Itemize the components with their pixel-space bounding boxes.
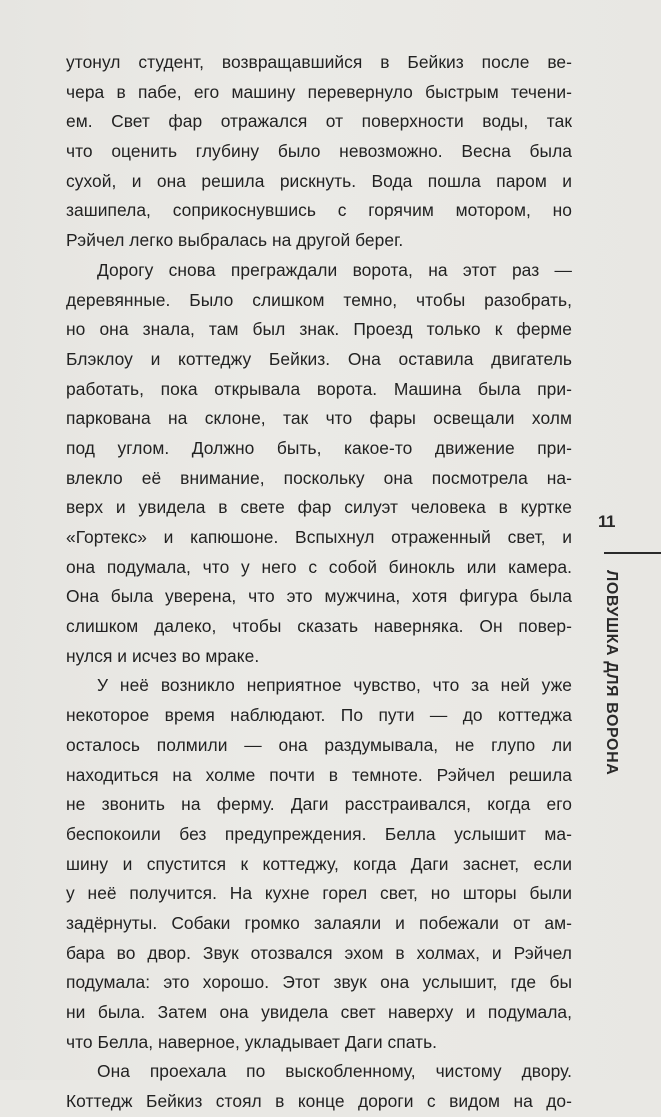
text-line: осталось полмили — она раздумывала, не глупо ли xyxy=(66,734,572,755)
text-line: некоторое время наблюдают. По пути — до коттеджа xyxy=(66,705,572,726)
text-line: Рэйчел легко выбралась на другой берег. xyxy=(66,230,404,251)
text-line: что Белла, наверное, укладывает Даги спать. xyxy=(66,1031,438,1052)
text-line: зашипела, соприкоснувшись с горячим мотором, но xyxy=(66,200,572,221)
text-line: сухой, и она решила рискнуть. Вода пошла паром и xyxy=(66,170,572,191)
text-line: Она была уверена, что это мужчина, хотя фигура была xyxy=(66,586,572,607)
margin-divider xyxy=(604,552,661,554)
text-line: что оценить глубину было невозможно. Весна была xyxy=(66,141,572,162)
text-line: слишком далеко, чтобы сказать наверняка. Он повер- xyxy=(66,616,572,637)
text-line: нулся и исчез во мраке. xyxy=(66,645,260,666)
text-line: не звонить на ферму. Даги расстраивался, когда его xyxy=(66,794,572,815)
text-line: беспокоили без предупреждения. Белла услышит ма- xyxy=(66,823,572,844)
text-line: но она знала, там был знак. Проезд только к ферме xyxy=(66,319,572,340)
text-line: Коттедж Бейкиз стоял в конце дороги с видом на до- xyxy=(66,1091,572,1112)
page-number: 11 xyxy=(598,512,615,531)
running-title-text: ЛОВУШКА ДЛЯ ВОРОНА xyxy=(603,570,620,776)
text-line: находиться на холме почти в темноте. Рэйчел решила xyxy=(66,764,572,785)
text-line: бара во двор. Звук отозвался эхом в холмах, и Рэйчел xyxy=(66,942,572,963)
body-text xyxy=(66,48,572,1117)
text-line: под углом. Должно быть, какое-то движение при- xyxy=(66,437,572,458)
running-title xyxy=(600,570,620,870)
text-line: ем. Свет фар отражался от поверхности воды, так xyxy=(66,111,572,132)
text-line: она подумала, что у него с собой бинокль или камера. xyxy=(66,556,572,577)
text-line: верх и увидела в свете фар силуэт человека в куртке xyxy=(66,497,572,518)
text-line: Она проехала по выскобленному, чистому двору. xyxy=(97,1061,572,1082)
text-line: влекло её внимание, поскольку она посмотрела на- xyxy=(66,467,572,488)
text-line: у неё получится. На кухне горел свет, но шторы были xyxy=(66,883,572,904)
text-line: работать, пока открывала ворота. Машина была при- xyxy=(66,378,572,399)
text-line: ни была. Затем она увидела свет наверху и подумала, xyxy=(66,1002,572,1022)
text-line: шину и спустится к коттеджу, когда Даги заснет, если xyxy=(66,853,572,874)
text-line: утонул студент, возвращавшийся в Бейкиз после ве- xyxy=(66,52,572,72)
text-line: паркована на склоне, так что фары освещали холм xyxy=(66,408,572,429)
text-line: Блэклоу и коттеджу Бейкиз. Она оставила двигатель xyxy=(66,348,572,369)
text-line: подумала: это хорошо. Этот звук она услышит, где бы xyxy=(66,972,572,993)
text-line: «Гортекс» и капюшоне. Вспыхнул отраженный свет, и xyxy=(66,527,572,547)
text-line: У неё возникло неприятное чувство, что за ней уже xyxy=(97,675,572,696)
text-line: деревянные. Было слишком темно, чтобы разобрать, xyxy=(66,289,572,310)
text-line: чера в пабе, его машину перевернуло быстрым течени- xyxy=(66,81,572,102)
text-line: задёрнуты. Собаки громко залаяли и побежали от ам- xyxy=(66,912,572,933)
text-line: Дорогу снова преграждали ворота, на этот раз — xyxy=(97,259,572,280)
